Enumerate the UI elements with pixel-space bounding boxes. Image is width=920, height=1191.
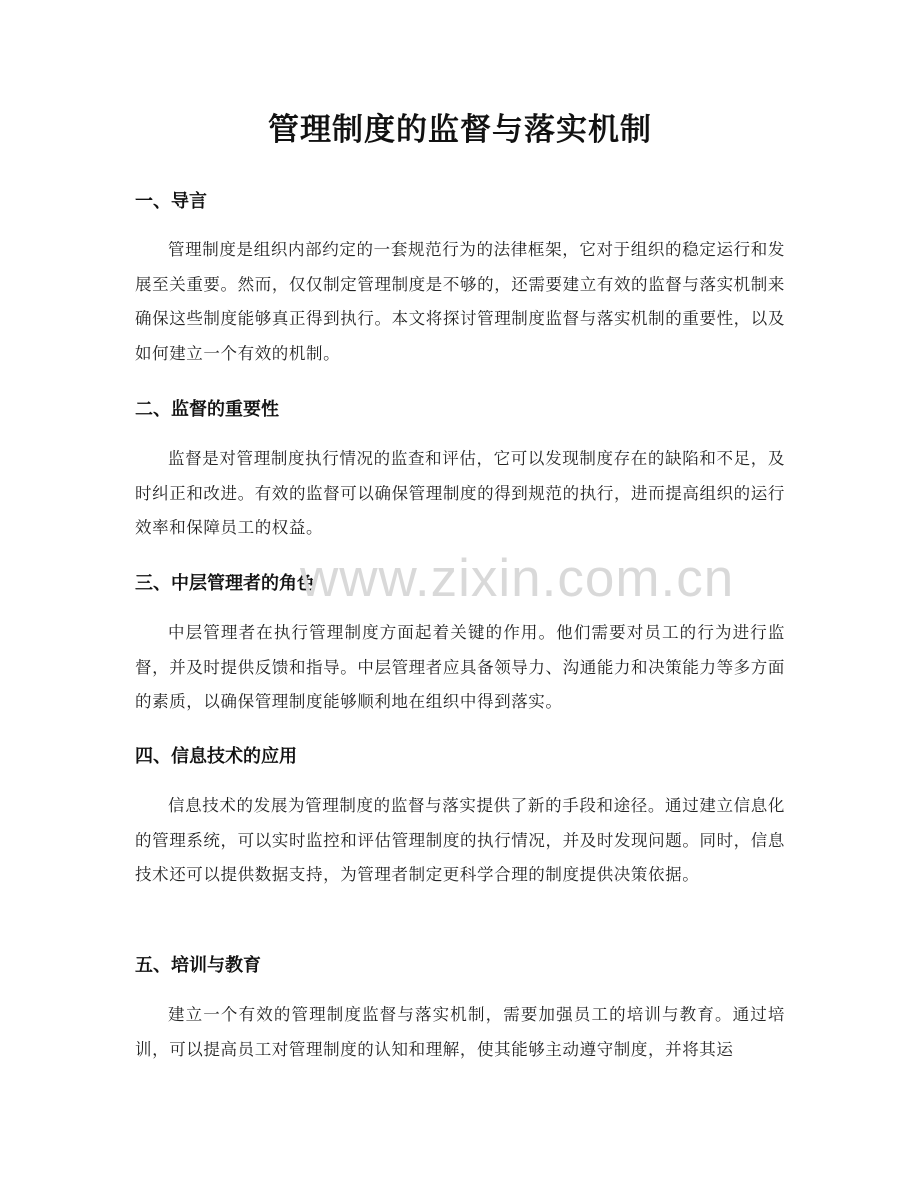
section-heading-introduction: 一、导言 [135, 191, 207, 212]
watermark-text: www.zixin.com.cn [300, 549, 735, 608]
section-heading-information-technology: 四、信息技术的应用 [135, 746, 297, 767]
section-heading-training: 五、培训与教育 [135, 955, 261, 976]
section-paragraph-introduction: 管理制度是组织内部约定的一套规范行为的法律框架，它对于组织的稳定运行和发展至关重要。然而，仅仅制定管理制度是不够的，还需要建立有效的监督与落实机制来确保这些制度能够真正得到执行。本文将探讨管理制度监督与落实机制的重要性，以及如何建立一个有效的机制。 [135, 240, 785, 363]
section-paragraph-information-technology: 信息技术的发展为管理制度的监督与落实提供了新的手段和途径。通过建立信息化的管理系统，可以实时监控和评估管理制度的执行情况，并及时发现问题。同时，信息技术还可以提供数据支持，为管理者制定更科学合理的制度提供决策依据。 [135, 796, 785, 884]
section-heading-supervision: 二、监督的重要性 [135, 399, 279, 420]
section-paragraph-middle-managers: 中层管理者在执行管理制度方面起着关键的作用。他们需要对员工的行为进行监督，并及时提供反馈和指导。中层管理者应具备领导力、沟通能力和决策能力等多方面的素质，以确保管理制度能够顺利地在组织中得到落实。 [135, 623, 785, 711]
section-paragraph-supervision: 监督是对管理制度执行情况的监查和评估，它可以发现制度存在的缺陷和不足，及时纠正和改进。有效的监督可以确保管理制度的得到规范的执行，进而提高组织的运行效率和保障员工的权益。 [135, 449, 785, 537]
section-paragraph-training: 建立一个有效的管理制度监督与落实机制，需要加强员工的培训与教育。通过培训，可以提高员工对管理制度的认知和理解，使其能够主动遵守制度，并将其运 [135, 1005, 785, 1059]
document-title: 管理制度的监督与落实机制 [268, 112, 652, 148]
section-heading-middle-managers: 三、中层管理者的角色 [135, 573, 315, 594]
